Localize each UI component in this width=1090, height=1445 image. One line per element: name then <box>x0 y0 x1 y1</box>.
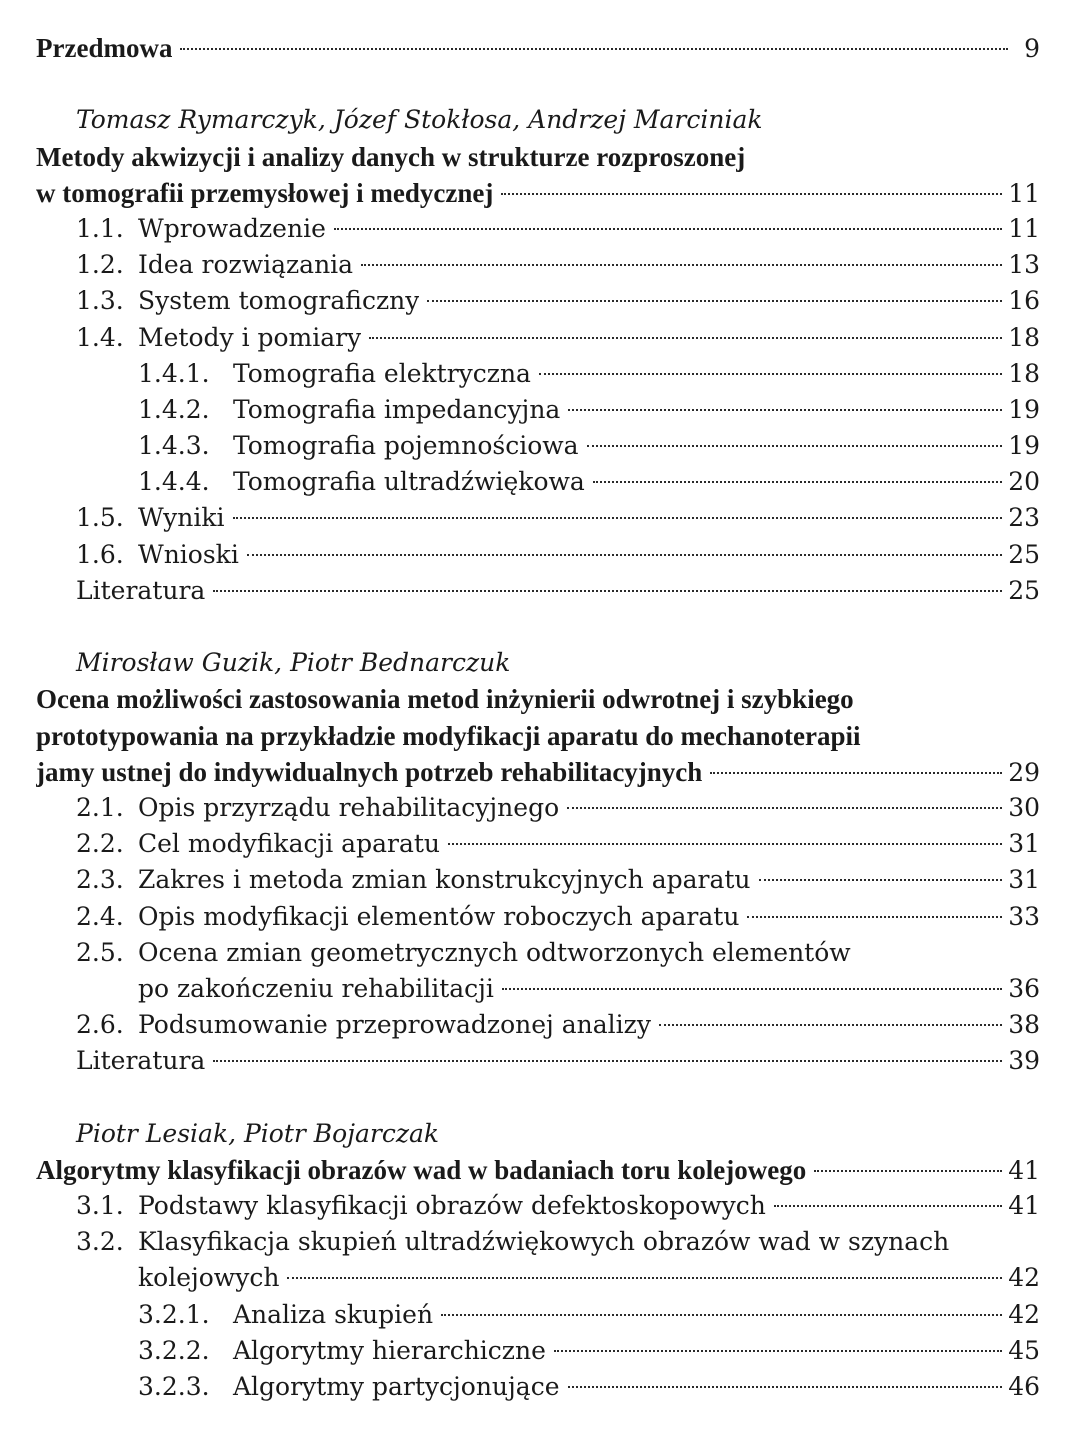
spacer <box>36 609 1040 645</box>
chapter-authors: Tomasz Rymarczyk, Józef Stokłosa, Andrzej Marciniak <box>76 105 763 135</box>
section-title: Klasyfikacja skupień ultradźwiękowych obrazów wad w szynach <box>138 1227 950 1257</box>
section-title: Algorytmy partycjonujące <box>233 1371 560 1401</box>
page-number: 45 <box>1008 1335 1040 1365</box>
page-number: 18 <box>1008 358 1040 388</box>
toc-entry <box>36 1369 1040 1405</box>
toc-entry-title <box>76 500 225 536</box>
page-number: 39 <box>1008 1046 1040 1076</box>
toc-entry-title <box>76 1188 766 1224</box>
toc-entry-title <box>138 1333 546 1369</box>
toc-entry-title <box>76 1007 651 1043</box>
section-title-continuation: kolejowych <box>138 1263 280 1293</box>
section-title: Opis modyfikacji elementów roboczych aparatu <box>138 901 740 931</box>
toc-entry-title <box>76 320 361 356</box>
chapter-title-text: jamy ustnej do indywidualnych potrzeb rehabilitacyjnych <box>36 756 703 787</box>
section-title: Wprowadzenie <box>138 213 326 243</box>
section-title: Metody i pomiary <box>138 322 362 352</box>
dot-leader <box>593 481 1002 483</box>
toc-entry <box>36 1333 1040 1369</box>
dot-leader <box>568 409 1002 411</box>
dot-leader <box>369 337 1002 339</box>
section-number: 2.4. <box>76 901 124 931</box>
toc-entry <box>36 935 1040 971</box>
page-number: 11 <box>1008 213 1040 243</box>
dot-leader <box>759 879 1003 881</box>
dot-leader <box>233 517 1003 519</box>
page-number: 23 <box>1008 503 1040 533</box>
page-number: 19 <box>1008 394 1040 424</box>
chapter-title-line <box>36 175 1040 211</box>
toc-entry-title <box>138 1369 560 1405</box>
section-number: 3.2.1. <box>138 1299 210 1329</box>
section-title: Tomografia impedancyjna <box>233 394 561 424</box>
toc-entry <box>36 537 1040 573</box>
chapter-title-line <box>36 139 1040 175</box>
toc-entry-title <box>138 356 531 392</box>
toc-entry-title <box>138 1297 433 1333</box>
toc-entry-title <box>76 899 739 935</box>
page-number: 25 <box>1008 539 1040 569</box>
toc-entry <box>36 283 1040 319</box>
section-title: Wnioski <box>138 539 239 569</box>
page-number: 25 <box>1008 575 1040 605</box>
toc-entry-title <box>76 790 559 826</box>
page-number: 11 <box>1008 178 1040 208</box>
page-number: 20 <box>1008 467 1040 497</box>
toc-entry <box>36 211 1040 247</box>
chapter-title-line-title <box>36 1152 806 1188</box>
section-title: Tomografia ultradźwiękowa <box>233 467 585 497</box>
dot-leader <box>587 445 1003 447</box>
spacer <box>36 1079 1040 1115</box>
toc-entry-title <box>76 537 239 573</box>
chapter-authors: Piotr Lesiak, Piotr Bojarczak <box>76 1118 440 1148</box>
dot-leader <box>814 1170 1002 1172</box>
page-number: 18 <box>1008 322 1040 352</box>
toc-entry-title <box>76 826 440 862</box>
toc-entry <box>36 899 1040 935</box>
dot-leader <box>502 988 1002 990</box>
page-number: 31 <box>1008 865 1040 895</box>
page-number: 13 <box>1008 250 1040 280</box>
page-number: 30 <box>1008 792 1040 822</box>
section-number: 3.2. <box>76 1227 124 1257</box>
dot-leader <box>448 843 1002 845</box>
toc-entry <box>36 356 1040 392</box>
toc-literature <box>36 1043 1040 1079</box>
literature-label: Literatura <box>76 575 206 605</box>
section-number: 1.5. <box>76 503 124 533</box>
dot-leader <box>774 1205 1002 1207</box>
chapter-title-text: Metody akwizycji i analizy danych w strukturze rozproszonej <box>36 141 746 172</box>
page-number: 42 <box>1008 1299 1040 1329</box>
toc-entry-continuation-title <box>138 971 494 1007</box>
section-number: 3.2.2. <box>138 1335 210 1365</box>
section-title: Algorytmy hierarchiczne <box>233 1335 546 1365</box>
section-title: Cel modyfikacji aparatu <box>138 829 440 859</box>
section-title: Wyniki <box>138 503 225 533</box>
chapter-title-text: Algorytmy klasyfikacji obrazów wad w badaniach toru kolejowego <box>36 1154 807 1185</box>
dot-leader <box>287 1277 1002 1279</box>
section-number: 2.6. <box>76 1010 124 1040</box>
toc-entry-title <box>76 1224 949 1260</box>
dot-leader <box>710 772 1002 774</box>
dot-leader <box>180 48 1008 50</box>
section-number: 1.2. <box>76 250 124 280</box>
chapter-title-text: w tomografii przemysłowej i medycznej <box>36 177 494 208</box>
page-number: 36 <box>1008 973 1040 1003</box>
page-number: 31 <box>1008 829 1040 859</box>
chapter-title-text: prototypowania na przykładzie modyfikacji aparatu do mechanoterapii <box>36 720 861 751</box>
page-number: 41 <box>1008 1191 1040 1220</box>
section-title: Opis przyrządu rehabilitacyjnego <box>138 792 560 822</box>
toc-entry-continuation <box>36 1260 1040 1296</box>
chapter-title-line-title <box>36 754 702 790</box>
toc-entry <box>36 1224 1040 1260</box>
dot-leader <box>361 264 1002 266</box>
dot-leader <box>659 1024 1002 1026</box>
section-number: 1.1. <box>76 213 124 243</box>
toc-entry <box>36 500 1040 536</box>
page-number: 46 <box>1008 1371 1040 1401</box>
section-title: System tomograficzny <box>138 286 420 316</box>
chapter-title-text: Ocena możliwości zastosowania metod inżynierii odwrotnej i szybkiego <box>36 684 854 715</box>
page-number: 41 <box>1008 1155 1040 1185</box>
dot-leader <box>554 1350 1002 1352</box>
toc-entry-title <box>76 283 419 319</box>
toc-entry <box>36 428 1040 464</box>
toc-entry-title <box>76 211 326 247</box>
dot-leader <box>213 590 1002 592</box>
toc-preface <box>36 30 1040 66</box>
toc-literature-title <box>76 573 205 609</box>
dot-leader <box>747 916 1002 918</box>
section-title: Zakres i metoda zmian konstrukcyjnych aparatu <box>138 865 751 895</box>
spacer <box>36 66 1040 102</box>
chapter-title-line <box>36 718 1040 754</box>
section-title: Podstawy klasyfikacji obrazów defektoskopowych <box>138 1191 766 1220</box>
section-title: Podsumowanie przeprowadzonej analizy <box>138 1010 651 1040</box>
chapter-authors: Mirosław Guzik, Piotr Bednarczuk <box>76 648 511 678</box>
section-title: Tomografia pojemnościowa <box>233 431 579 461</box>
toc-entry <box>36 862 1040 898</box>
section-number: 1.4.2. <box>138 394 210 424</box>
section-title: Ocena zmian geometrycznych odtworzonych elementów <box>138 937 851 967</box>
chapter-title-line <box>36 1152 1040 1188</box>
toc-entry-title <box>138 464 585 500</box>
dot-leader <box>539 373 1002 375</box>
section-number: 1.4.3. <box>138 431 210 461</box>
toc-entry <box>36 392 1040 428</box>
dot-leader <box>567 807 1002 809</box>
section-number: 3.1. <box>76 1191 124 1220</box>
toc-literature-title <box>76 1043 205 1079</box>
toc-entry <box>36 790 1040 826</box>
section-title: Analiza skupień <box>233 1299 434 1329</box>
section-number: 2.5. <box>76 937 124 967</box>
section-number: 1.4.4. <box>138 467 210 497</box>
chapter-title-line <box>36 754 1040 790</box>
toc-entry <box>36 247 1040 283</box>
toc-entry <box>36 826 1040 862</box>
page-number: 29 <box>1008 757 1040 787</box>
section-number: 2.3. <box>76 865 124 895</box>
section-title: Tomografia elektryczna <box>233 358 531 388</box>
page-number: 42 <box>1008 1263 1040 1293</box>
page-number: 38 <box>1008 1010 1040 1040</box>
literature-label: Literatura <box>76 1046 206 1076</box>
toc-entry <box>36 320 1040 356</box>
dot-leader <box>501 193 1002 195</box>
table-of-contents <box>36 30 1040 1405</box>
dot-leader <box>441 1314 1002 1316</box>
page-number: 16 <box>1008 286 1040 316</box>
dot-leader <box>247 554 1002 556</box>
page-number: 19 <box>1008 431 1040 461</box>
toc-entry <box>36 1297 1040 1333</box>
toc-entry-title <box>138 392 560 428</box>
section-number: 1.4. <box>76 322 124 352</box>
section-number: 3.2.3. <box>138 1371 210 1401</box>
section-title: Idea rozwiązania <box>138 250 354 280</box>
toc-entry-continuation-title <box>138 1260 279 1296</box>
dot-leader <box>334 228 1002 230</box>
toc-entry-title <box>76 935 851 971</box>
section-number: 1.3. <box>76 286 124 316</box>
toc-entry <box>36 1188 1040 1224</box>
dot-leader <box>427 300 1002 302</box>
dot-leader <box>213 1060 1002 1062</box>
preface-label: Przedmowa <box>36 33 173 63</box>
toc-entry <box>36 464 1040 500</box>
chapter-title-line-title <box>36 175 493 211</box>
section-title-continuation: po zakończeniu rehabilitacji <box>138 973 494 1003</box>
toc-literature <box>36 573 1040 609</box>
section-number: 2.2. <box>76 829 124 859</box>
section-number: 2.1. <box>76 792 124 822</box>
dot-leader <box>568 1386 1003 1388</box>
toc-entry-title <box>76 862 751 898</box>
page-number: 33 <box>1008 901 1040 931</box>
chapter-title-line <box>36 681 1040 717</box>
section-number: 1.4.1. <box>138 358 210 388</box>
toc-entry-title <box>76 247 353 283</box>
toc-entry-continuation <box>36 971 1040 1007</box>
section-number: 1.6. <box>76 539 124 569</box>
preface-page: 9 <box>1024 34 1040 63</box>
toc-entry-title <box>138 428 579 464</box>
toc-entry <box>36 1007 1040 1043</box>
